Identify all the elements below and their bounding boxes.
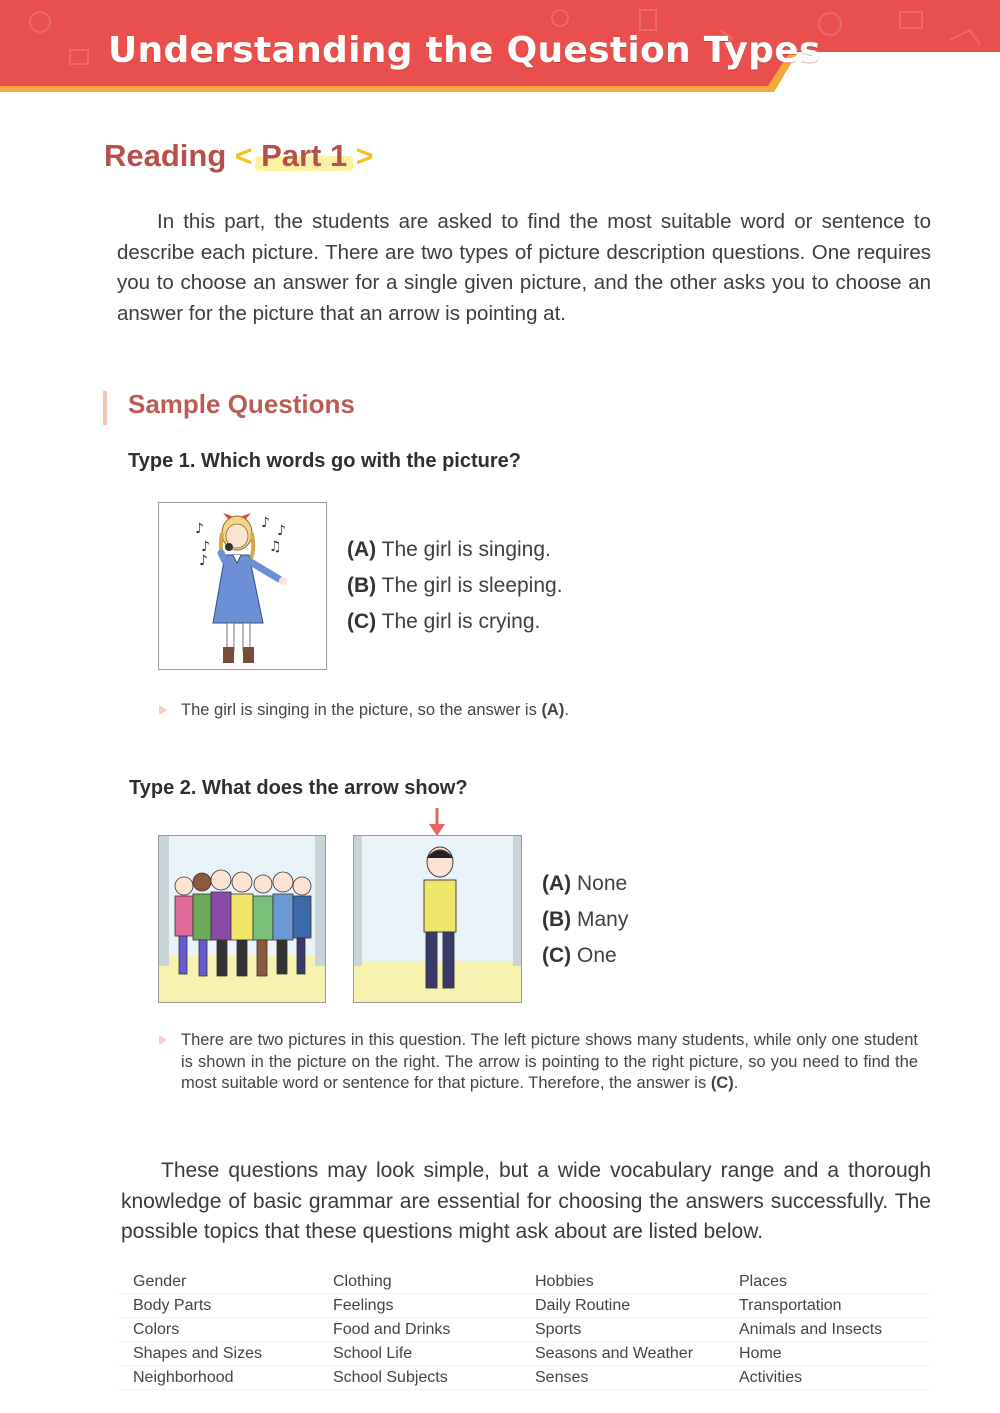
- topic-item: Seasons and Weather: [520, 1342, 724, 1366]
- arrow-down-icon: [427, 806, 447, 838]
- type2-title: Type 2. What does the arrow show?: [129, 777, 468, 799]
- topic-item: Places: [724, 1270, 930, 1294]
- topic-item: Neighborhood: [118, 1366, 318, 1390]
- sample-questions-title: Sample Questions: [128, 389, 355, 419]
- heading-right-bracket: >: [355, 140, 374, 173]
- header-banner: [0, 0, 1000, 96]
- topic-item: School Life: [318, 1342, 520, 1366]
- banner-title: Understanding the Question Types: [108, 30, 821, 71]
- topics-column-1: [118, 1270, 318, 1390]
- section-accent-bar: [103, 391, 107, 425]
- svg-text:♪: ♪: [195, 521, 204, 537]
- type2-explanation: There are two pictures in this question. The left picture shows many students, while only one student is shown in the picture on the right. The arrow is pointing to the right picture, so you need to find the most suitable word or sentence for that picture. Therefore, the answer is (C).: [181, 1030, 918, 1095]
- svg-text:♪: ♪: [261, 515, 270, 531]
- type2-left-picture: [158, 835, 326, 1003]
- topic-item: Sports: [520, 1318, 724, 1342]
- svg-text:♪: ♪: [199, 553, 208, 569]
- topic-item: Shapes and Sizes: [118, 1342, 318, 1366]
- type1-answer: (A): [541, 701, 565, 719]
- closing-paragraph: These questions may look simple, but a wide vocabulary range and a thorough knowledge of basic grammar are essential for choosing the answers successfully. The possible topics that these questions might ask about are listed below.: [121, 1159, 931, 1243]
- type2-answer: (C): [710, 1074, 734, 1092]
- type1-explanation: The girl is singing in the picture, so the answer is (A).: [181, 700, 901, 722]
- topics-column-4: [724, 1270, 930, 1390]
- topics-column-2: [318, 1270, 520, 1390]
- topic-item: Home: [724, 1342, 930, 1366]
- topic-item: Activities: [724, 1366, 930, 1390]
- bullet-triangle-icon: [159, 1035, 167, 1045]
- many-students-illustration: [159, 836, 325, 1002]
- type1-picture: [158, 502, 327, 670]
- reading-part-heading: [104, 138, 373, 174]
- type1-options: [347, 532, 563, 640]
- heading-reading: Reading: [104, 138, 227, 173]
- topic-item: Gender: [118, 1270, 318, 1294]
- type2-option-a[interactable]: (A) None: [542, 872, 628, 895]
- type2-options: [542, 866, 628, 974]
- topic-item: Hobbies: [520, 1270, 724, 1294]
- type2-option-c[interactable]: (C) One: [542, 944, 617, 967]
- type1-option-a[interactable]: (A) The girl is singing.: [347, 538, 551, 561]
- type1-option-b[interactable]: (B) The girl is sleeping.: [347, 574, 563, 597]
- heading-left-bracket: <: [234, 140, 253, 173]
- topic-item: School Subjects: [318, 1366, 520, 1390]
- type1-option-c[interactable]: (C) The girl is crying.: [347, 610, 541, 633]
- one-student-illustration: [354, 836, 521, 1002]
- type2-right-picture: [353, 835, 522, 1003]
- bullet-triangle-icon: [159, 705, 167, 715]
- svg-text:♪: ♪: [201, 539, 210, 555]
- topic-item: Transportation: [724, 1294, 930, 1318]
- topic-item: Animals and Insects: [724, 1318, 930, 1342]
- topic-item: Daily Routine: [520, 1294, 724, 1318]
- topic-item: Body Parts: [118, 1294, 318, 1318]
- type1-title: Type 1. Which words go with the picture?: [128, 450, 521, 472]
- singing-girl-illustration: [159, 503, 326, 669]
- intro-paragraph: In this part, the students are asked to find the most suitable word or sentence to describe each picture. There are two types of picture description questions. One requires you to choose an answer for a single given picture, and the other asks you to choose an answer for the picture that an arrow is pointing at.: [117, 210, 931, 325]
- topic-item: Senses: [520, 1366, 724, 1390]
- svg-text:♪: ♪: [277, 523, 286, 539]
- type2-option-b[interactable]: (B) Many: [542, 908, 629, 931]
- svg-text:♫: ♫: [269, 539, 282, 555]
- heading-part: Part 1: [261, 138, 348, 173]
- topics-list: [118, 1270, 930, 1390]
- topic-item: Feelings: [318, 1294, 520, 1318]
- topics-column-3: [520, 1270, 724, 1390]
- topic-item: Clothing: [318, 1270, 520, 1294]
- topic-item: Food and Drinks: [318, 1318, 520, 1342]
- topic-item: Colors: [118, 1318, 318, 1342]
